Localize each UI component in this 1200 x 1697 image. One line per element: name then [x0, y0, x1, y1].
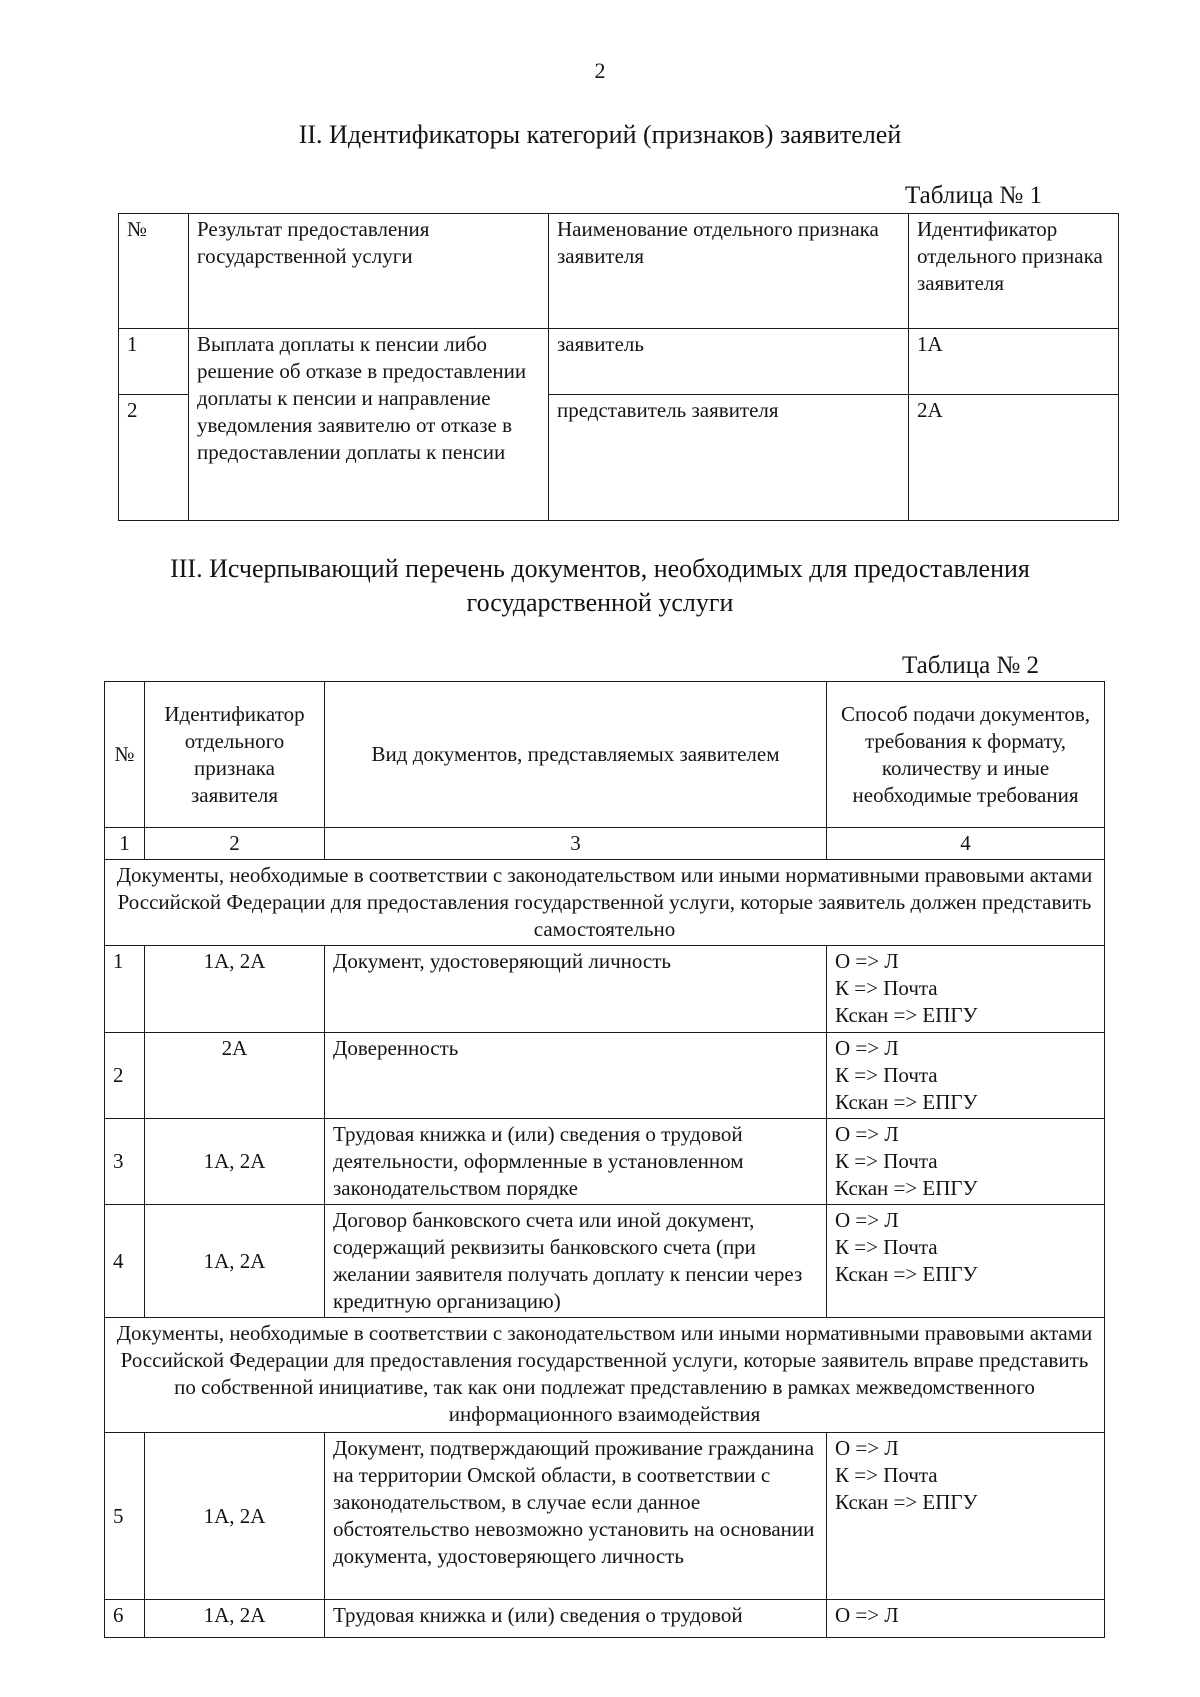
method-line: Кскан => ЕПГУ [835, 1262, 978, 1286]
row-number: 2 [119, 395, 189, 521]
method-line: О => Л [835, 1208, 899, 1232]
submission-methods [827, 946, 1105, 1033]
applicant-ids: 1А, 2А [145, 1119, 325, 1205]
document-type: Доверенность [325, 1033, 827, 1119]
method-line: К => Почта [835, 1463, 938, 1487]
table-1-applicant-categories [118, 213, 1119, 521]
section-3-title: III. Исчерпывающий перечень документов, необходимых для предоставления государственной услуги [170, 554, 1030, 617]
document-type: Трудовая книжка и (или) сведения о трудовой [325, 1600, 827, 1638]
column-number: 3 [325, 828, 827, 860]
section-heading-required: Документы, необходимые в соответствии с законодательством или иными нормативными правовыми актами Российской Федерации для предоставления государственной услуги, которые заявитель должен представить самостоятельно [105, 860, 1105, 946]
method-line: О => Л [835, 949, 899, 973]
header-cell: Вид документов, представляемых заявителем [325, 682, 827, 828]
table-row [105, 1205, 1105, 1318]
applicant-feature-id: 2А [909, 395, 1119, 521]
table-row [105, 828, 1105, 860]
applicant-feature-name: представитель заявителя [549, 395, 909, 521]
document-type: Документ, удостоверяющий личность [325, 946, 827, 1033]
section-heading-optional: Документы, необходимые в соответствии с законодательством или иными нормативными правовыми актами Российской Федерации для предоставления государственной услуги, которые заявитель вправе представить по собственной инициативе, так как они подлежат представлению в рамках межведомственного информационного взаимодействия [105, 1318, 1105, 1433]
table-row [119, 329, 1119, 395]
method-line: О => Л [835, 1122, 899, 1146]
table-row [105, 1433, 1105, 1600]
header-cell: Способ подачи документов, требования к формату, количеству и иные необходимые требования [827, 682, 1105, 828]
column-number: 1 [105, 828, 145, 860]
row-number: 1 [105, 946, 145, 1033]
table-row [119, 214, 1119, 329]
table-2-caption: Таблица № 2 [902, 652, 1040, 679]
row-number: 5 [105, 1433, 145, 1600]
table-row [105, 1119, 1105, 1205]
row-number: 2 [105, 1033, 145, 1119]
table-row [105, 682, 1105, 828]
table-row [105, 1600, 1105, 1638]
header-cell: Наименование отдельного признака заявителя [549, 214, 909, 329]
row-number: 6 [105, 1600, 145, 1638]
applicant-feature-name: заявитель [549, 329, 909, 395]
table-row [105, 860, 1105, 946]
header-cell: Идентификатор отдельного признака заявителя [145, 682, 325, 828]
header-cell: № [105, 682, 145, 828]
row-number: 1 [119, 329, 189, 395]
header-cell: Идентификатор отдельного признака заявителя [909, 214, 1119, 329]
applicant-ids: 1А, 2А [145, 1433, 325, 1600]
column-number: 2 [145, 828, 325, 860]
table-row [105, 946, 1105, 1033]
applicant-feature-id: 1А [909, 329, 1119, 395]
submission-methods [827, 1205, 1105, 1318]
submission-methods [827, 1433, 1105, 1600]
header-cell: Результат предоставления государственной услуги [189, 214, 549, 329]
applicant-ids: 1А, 2А [145, 1205, 325, 1318]
applicant-ids: 1А, 2А [145, 946, 325, 1033]
method-line: К => Почта [835, 1063, 938, 1087]
section-2-title: II. Идентификаторы категорий (признаков) заявителей [298, 120, 902, 149]
document-type: Документ, подтверждающий проживание гражданина на территории Омской области, в соответствии с законодательством, в случае если данное обстоятельство невозможно установить на основании документа, удостоверяющего личность [325, 1433, 827, 1600]
method-line: К => Почта [835, 1235, 938, 1259]
table-row [105, 1318, 1105, 1433]
table-2-documents [104, 681, 1105, 1638]
table-1-caption: Таблица № 1 [905, 182, 1043, 209]
result-cell: Выплата доплаты к пенсии либо решение об отказе в предоставлении доплаты к пенсии и направление уведомления заявителю от отказе в предоставлении доплаты к пенсии [189, 329, 549, 521]
method-line: Кскан => ЕПГУ [835, 1090, 978, 1114]
submission-methods [827, 1033, 1105, 1119]
applicant-ids: 2А [145, 1033, 325, 1119]
method-line: Кскан => ЕПГУ [835, 1490, 978, 1514]
page-number: 2 [594, 58, 606, 83]
submission-methods [827, 1119, 1105, 1205]
document-type: Трудовая книжка и (или) сведения о трудовой деятельности, оформленные в установленном законодательством порядке [325, 1119, 827, 1205]
method-line: О => Л [835, 1036, 899, 1060]
method-line: К => Почта [835, 976, 938, 1000]
column-number: 4 [827, 828, 1105, 860]
method-line: О => Л [835, 1603, 899, 1627]
method-line: К => Почта [835, 1149, 938, 1173]
submission-methods [827, 1600, 1105, 1638]
row-number: 4 [105, 1205, 145, 1318]
header-cell: № [119, 214, 189, 329]
document-type: Договор банковского счета или иной документ, содержащий реквизиты банковского счета (при желании заявителя получать доплату к пенсии через кредитную организацию) [325, 1205, 827, 1318]
table-row [105, 1033, 1105, 1119]
method-line: Кскан => ЕПГУ [835, 1176, 978, 1200]
applicant-ids: 1А, 2А [145, 1600, 325, 1638]
row-number: 3 [105, 1119, 145, 1205]
method-line: О => Л [835, 1436, 899, 1460]
method-line: Кскан => ЕПГУ [835, 1003, 978, 1027]
